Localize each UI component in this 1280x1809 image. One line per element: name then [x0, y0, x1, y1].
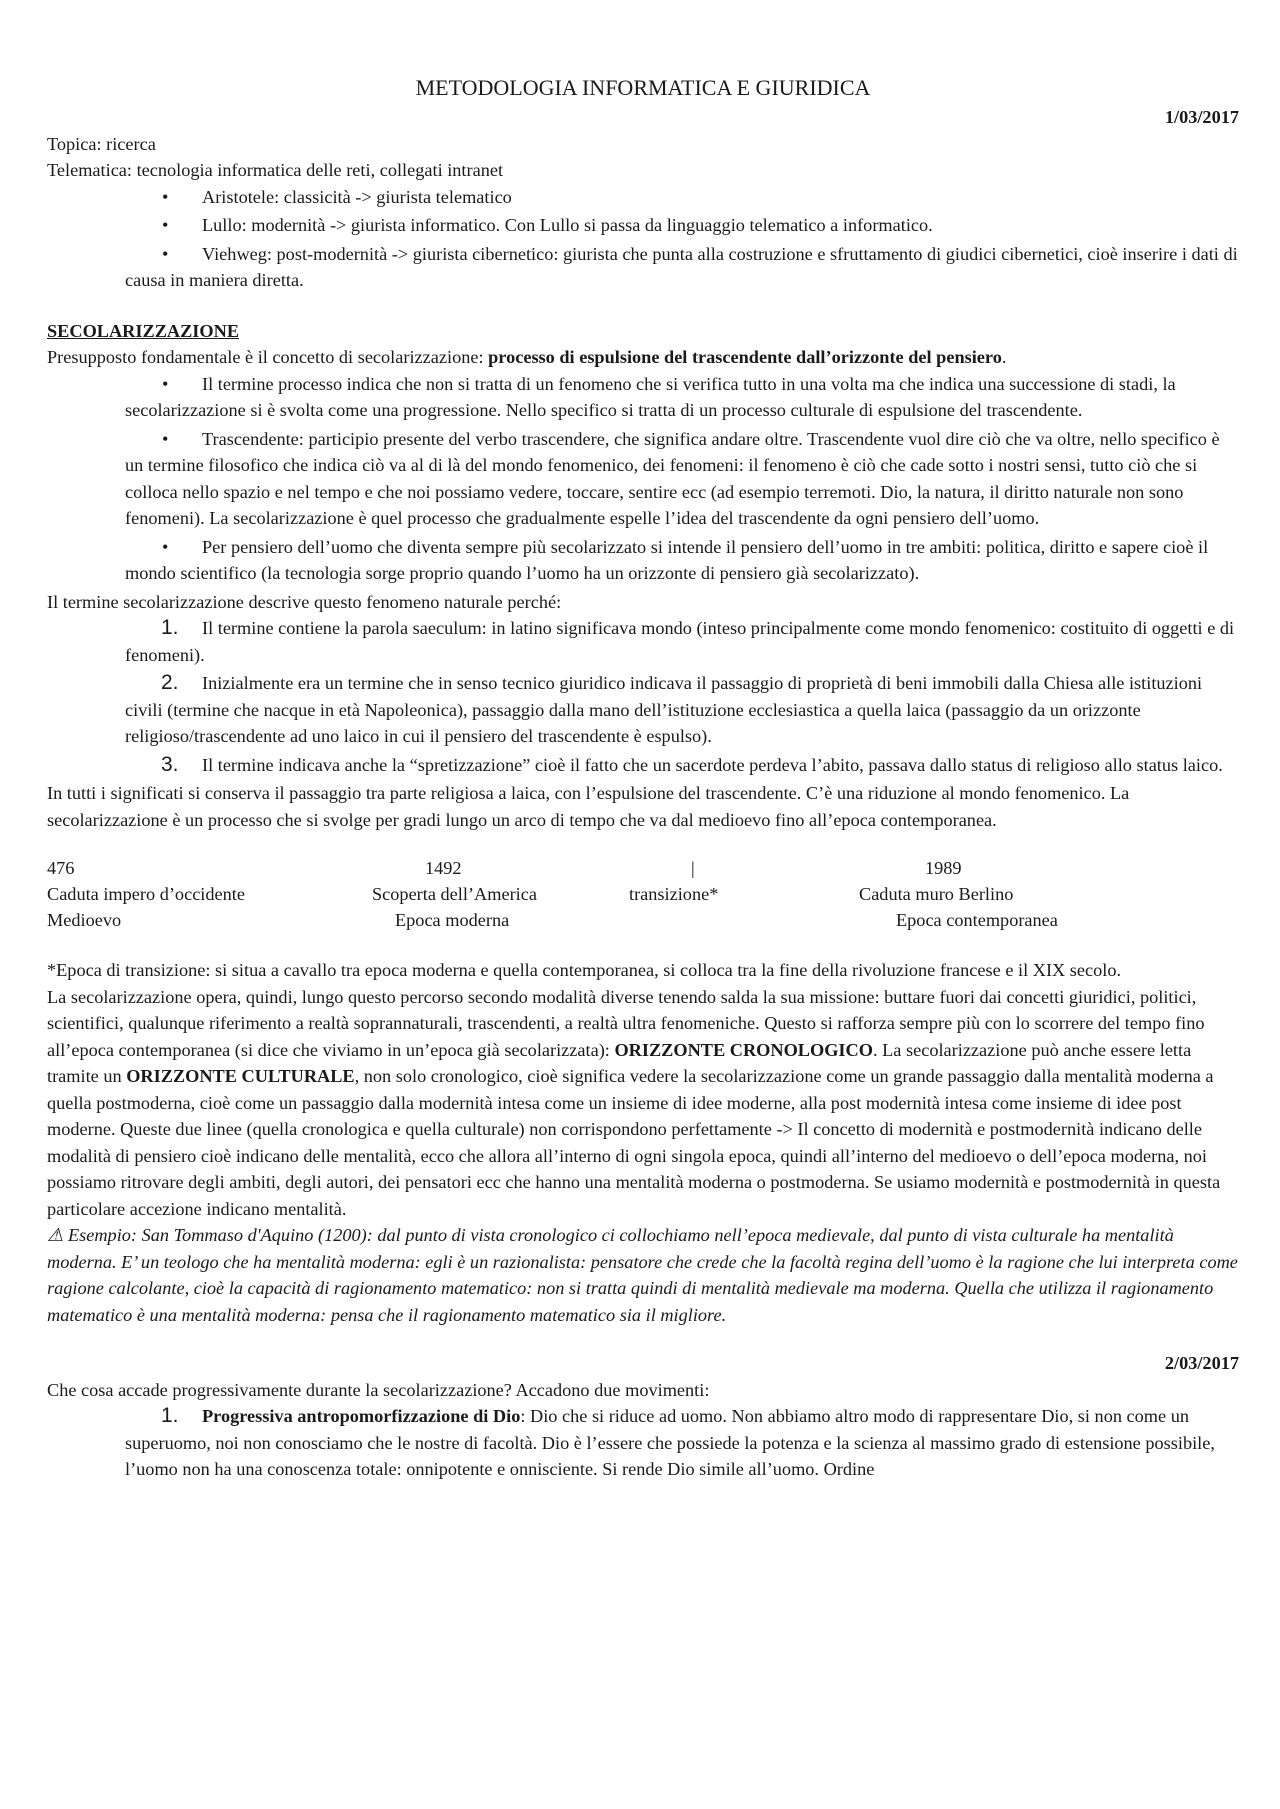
telematica-line: Telematica: tecnologia informatica delle reti, collegati intranet: [47, 160, 504, 180]
list-item: 2. Inizialmente era un termine che in senso tecnico giuridico indicava il passaggio di proprietà di beni immobili dalla Chiesa alle istituzioni civili (termine che nacque in età Napoleonica), passaggio dalla mano dell’istituzione ecclesiastica a quella laica (passaggio da un orizzonte religioso/trascendente ad uno laico in cui il pensiero del trascendente è espulso).: [125, 671, 1203, 746]
date-1: 1/03/2017: [1164, 107, 1239, 127]
list-item: • Il termine processo indica che non si tratta di un fenomeno che si verifica tutto in una volta ma che indica una successione di stadi, la secolarizzazione si è svolta come una progressione. Nello specifico si tratta di un processo culturale di espulsione del trascendente.: [47, 371, 1239, 424]
list-item: • Lullo: modernità -> giurista informatico. Con Lullo si passa da linguaggio telematico a informatico.: [47, 212, 1239, 239]
bullet-list-1: [47, 184, 1239, 294]
opera-paragraph: La secolarizzazione opera, quindi, lungo questo percorso secondo modalità diverse tenendo salda la sua missione: buttare fuori dai concetti giuridici, politici, scientifici, qualunque riferimento a realtà soprannaturali, trascendenti, a realtà ultra fenomeniche. Questo si rafforza sempre più con lo scorrere del tempo fino all’epoca contemporanea (si dice che viviamo in un’epoca già secolarizzata): ORIZZONTE CRONOLOGICO. La secolarizzazione può anche essere letta tramite un ORIZZONTE CULTURALE, non solo cronologico, cioè significa vedere la secolarizzazione come un grande passaggio dalla mentalità moderna a quella postmoderna, cioè come un passaggio dalla modernità intesa come un insieme di idee moderne, alla post modernità intesa come insieme di idee post moderne. Queste due linee (quella cronologica e quella culturale) non corrispondono perfettamente -> Il concetto di modernità e postmodernità indicano delle modalità di pensiero cioè indicano delle mentalità, ecco che allora all’interno di ogni singola epoca, quindi all’interno del medioevo o dell’epoca moderna, noi possiamo ritrovare degli ambiti, degli autori, dei pensatori ecc che hanno una mentalità moderna o postmoderna. Se usiamo modernità e postmodernità in questa particolare accezione indicano mentalità.: [47, 986, 1221, 1219]
date-2: 2/03/2017: [1164, 1353, 1239, 1373]
timeline-caduta-muro: Caduta muro Berlino: [859, 884, 1014, 904]
timeline-moderna: Epoca moderna: [395, 910, 510, 930]
document-page: [47, 72, 1239, 1485]
bullet-icon: •: [162, 215, 169, 235]
bullet-icon: •: [162, 243, 169, 264]
list-item: • Trascendente: participio presente del verbo trascendere, che significa andare oltre. Trascendente vuol dire ciò che va oltre, nello specifico è un termine filosofico che indica ciò va al di là del mondo fenomenico, dei fenomeni: il fenomeno è ciò che cade sotto i nostri sensi, tutto ciò che si colloca nello spazio e nel tempo e che noi possiamo vedere, toccare, sentire ecc (ad esempio terremoti. Dio, la natura, il diritto naturale non sono fenomeni). La secolarizzazione è quel processo che gradualmente espelle l’idea del trascendente da ogni pensiero dell’uomo.: [47, 426, 1239, 532]
topica-line: Topica: ricerca: [47, 133, 156, 154]
timeline-transizione: transizione*: [629, 884, 719, 904]
bullet-icon: •: [162, 373, 169, 394]
timeline-separator: |: [691, 858, 695, 878]
termine-intro: Il termine secolarizzazione descrive questo fenomeno naturale perché:: [47, 591, 562, 612]
list-item: 1. Progressiva antropomorfizzazione di Dio: Dio che si riduce ad uomo. Non abbiamo altro modo di rappresentare Dio, si non come un superuomo, noi non conosciamo che le nostre di facoltà. Dio è l’essere che possiede la potenza e la scienza al massimo grado di estensione possibile, l’uomo non ha una conoscenza totale: onnipotente e onnisciente. Si rende Dio simile all’uomo. Ordine: [125, 1404, 1215, 1479]
list-item: • Per pensiero dell’uomo che diventa sempre più secolarizzato si intende il pensiero dell’uomo in tre ambiti: politica, diritto e sapere cioè il mondo scientifico (la tecnologia sorge proprio quando l’uomo ha un orizzonte di pensiero già secolarizzato).: [47, 534, 1239, 587]
esempio-paragraph: ⚠ Esempio: San Tommaso d'Aquino (1200): dal punto di vista cronologico ci collochiamo nell’epoca medievale, dal punto di vista culturale ha mentalità moderna. E’ un teologo che ha mentalità moderna: egli è un razionalista: pensatore che crede che la facoltà regina dell’uomo è la ragione che lui interpreta come ragione calcolante, cioè la capacità di ragionamento matematico: non si tratta quindi di mentalità medievale ma moderna. Quella che utilizza il ragionamento matematico è una mentalità moderna: pensa che il ragionamento matematico sia il migliore.: [47, 1225, 1238, 1325]
timeline-year-476: 476: [47, 858, 75, 878]
numbered-list-1: [47, 615, 1239, 778]
timeline-year-1492: 1492: [425, 858, 462, 878]
nota-transizione: *Epoca di transizione: si situa a cavallo tra epoca moderna e quella contemporanea, si colloca tra la fine della rivoluzione francese e il XIX secolo.: [47, 960, 1122, 980]
list-item: 1. Il termine contiene la parola saeculum: in latino significava mondo (inteso principalmente come mondo fenomenico: costituito di oggetti e di fenomeni).: [125, 616, 1235, 665]
domanda-line: Che cosa accade progressivamente durante la secolarizzazione? Accadono due movimenti:: [47, 1379, 710, 1400]
bullet-list-2: [47, 371, 1239, 587]
numbered-list-2: [47, 1403, 1239, 1483]
timeline-caduta-impero: Caduta impero d’occidente: [47, 884, 245, 904]
timeline: [47, 855, 1239, 935]
in-tutti-paragraph: In tutti i significati si conserva il passaggio tra parte religiosa a laica, con l’espulsione del trascendente. C’è una riduzione al mondo fenomenico. La secolarizzazione è un processo che si svolge per gradi lungo un arco di tempo che va dal medioevo fino all’epoca contemporanea.: [47, 783, 1130, 830]
list-item: • Aristotele: classicità -> giurista telematico: [47, 184, 1239, 211]
bullet-icon: •: [162, 536, 169, 557]
list-item: • Viehweg: post-modernità -> giurista cibernetico: giurista che punta alla costruzione e sfruttamento di giudici cibernetici, cioè inserire i dati di causa in maniera diretta.: [47, 241, 1239, 294]
timeline-contemporanea: Epoca contemporanea: [896, 910, 1058, 930]
timeline-medioevo: Medioevo: [47, 910, 122, 930]
section-title: SECOLARIZZAZIONE: [47, 320, 240, 341]
document-title: METODOLOGIA INFORMATICA E GIURIDICA: [415, 75, 871, 100]
presupposto-paragraph: Presupposto fondamentale è il concetto di secolarizzazione: processo di espulsione del trascendente dall’orizzonte del pensiero.: [47, 347, 1007, 367]
bullet-icon: •: [162, 186, 169, 207]
timeline-year-1989: 1989: [925, 858, 962, 878]
list-item: 3. Il termine indicava anche la “spretizzazione” cioè il fatto che un sacerdote perdeva l’abito, passava dallo status di religioso allo status laico.: [161, 752, 1223, 776]
bullet-icon: •: [162, 428, 169, 449]
timeline-scoperta: Scoperta dell’America: [372, 884, 537, 904]
